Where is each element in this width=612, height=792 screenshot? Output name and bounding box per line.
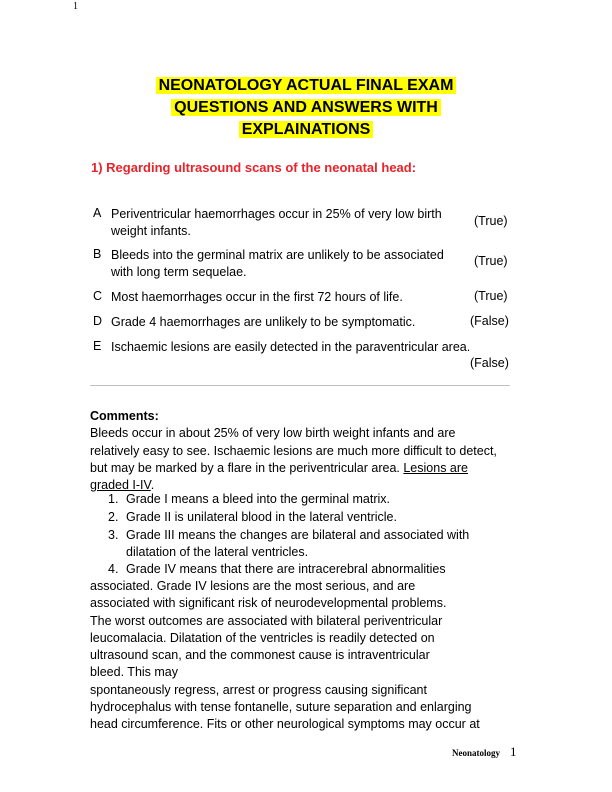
comments-paragraph <box>90 578 510 734</box>
grade-list-item-3: 3. Grade III means the changes are bilateral and associated with <box>108 528 470 542</box>
underlined-phrase: Lesions are graded I-IV <box>90 460 468 493</box>
option-a-answer: (True) <box>474 214 508 228</box>
grade-list-item-3-continued: dilatation of the lateral ventricles. <box>126 545 309 559</box>
option-c-letter: C <box>93 289 103 303</box>
option-b-text: Bleeds into the germinal matrix are unlikely to be associated with long term sequelae. <box>111 248 444 279</box>
paragraph-line: bleed. This may <box>90 665 179 680</box>
option-a-letter: A <box>93 206 102 220</box>
option-a-text: Periventricular haemorrhages occur in 25% of very low birth weight infants. <box>111 207 442 238</box>
paragraph-line: associated with significant risk of neurodevelopmental problems. <box>90 596 447 611</box>
question-heading: 1) Regarding ultrasound scans of the neonatal head: <box>91 160 417 175</box>
option-b-answer: (True) <box>474 254 508 268</box>
comments-section <box>90 408 500 494</box>
footer-page-number: 1 <box>510 744 517 759</box>
section-divider <box>90 385 510 386</box>
option-c-text: Most haemorrhages occur in the first 72 hours of life. <box>111 290 403 304</box>
paragraph-line: ultrasound scan, and the commonest cause is intraventricular <box>90 648 430 663</box>
option-d-answer: (False) <box>470 314 509 328</box>
option-e-text: Ischaemic lesions are easily detected in the paraventricular area. <box>111 340 471 354</box>
option-e-answer: (False) <box>470 356 509 370</box>
comments-intro-paragraph: Bleeds occur in about 25% of very low birth weight infants and are relatively easy to see. Ischaemic lesions are much more difficult to detect, but may be marked by a flare in the periventricular area. Lesions are graded I-IV. <box>90 426 497 493</box>
corner-page-number: 1 <box>73 1 78 12</box>
option-d-text: Grade 4 haemorrhages are unlikely to be symptomatic. <box>111 315 416 329</box>
comments-heading: Comments: <box>90 409 159 423</box>
grade-list-item-1: 1. Grade I means a bleed into the germinal matrix. <box>108 492 391 506</box>
footer-subject: Neonatology <box>452 748 500 758</box>
paragraph-line: The worst outcomes are associated with bilateral periventricular <box>90 613 443 628</box>
document-title-line-1: NEONATOLOGY ACTUAL FINAL EXAM <box>0 75 612 97</box>
option-d-letter: D <box>93 314 103 328</box>
grade-list-item-2: 2. Grade II is unilateral blood in the lateral ventricle. <box>108 510 397 524</box>
paragraph-line: associated. Grade IV lesions are the most serious, and are <box>90 579 416 593</box>
option-e-letter: E <box>93 339 102 353</box>
document-title-line-2: QUESTIONS AND ANSWERS WITH <box>0 97 612 119</box>
option-c-answer: (True) <box>474 289 508 303</box>
option-b-letter: B <box>93 247 102 261</box>
paragraph-line: head circumference. Fits or other neurological symptoms may occur at <box>90 717 480 732</box>
paragraph-line: spontaneously regress, arrest or progress causing significant <box>90 682 427 697</box>
paragraph-line: leucomalacia. Dilatation of the ventricles is readily detected on <box>90 630 435 645</box>
document-title-line-3: EXPLAINATIONS <box>0 119 612 141</box>
paragraph-line: hydrocephalus with tense fontanelle, suture separation and enlarging <box>90 700 472 715</box>
grade-list-item-4: 4. Grade IV means that there are intracerebral abnormalities <box>108 562 446 576</box>
